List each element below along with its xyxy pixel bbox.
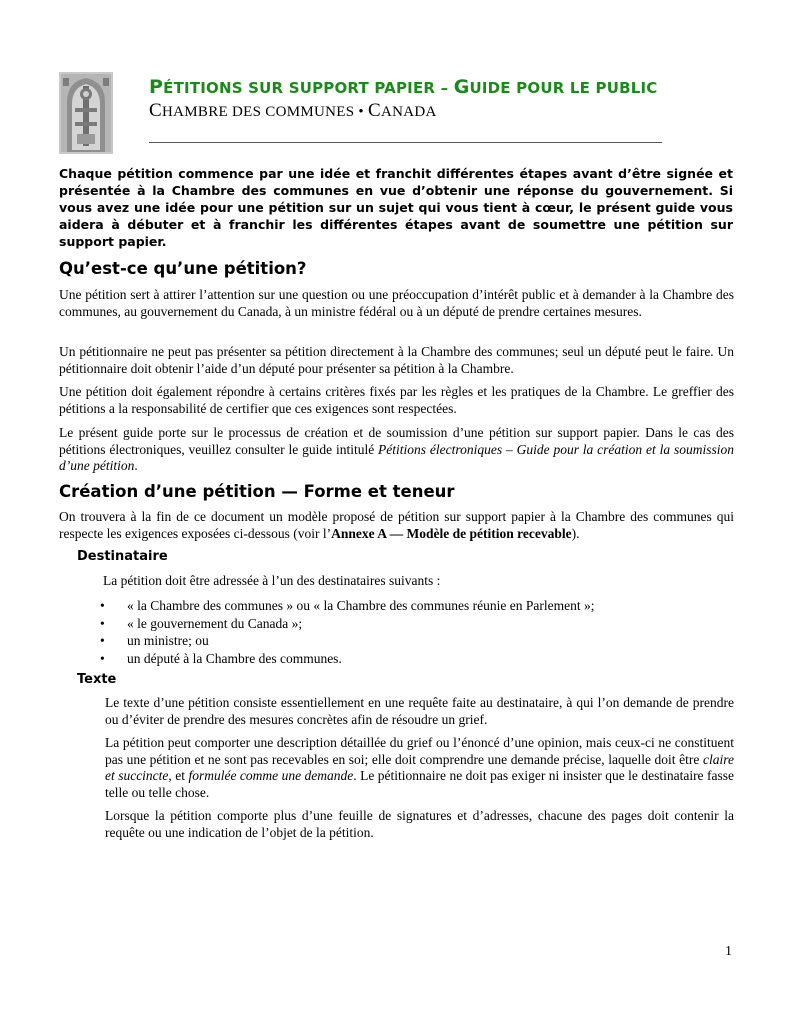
list-item-text: « le gouvernement du Canada »;	[127, 615, 303, 631]
title-part-2: UIDE POUR LE PUBLIC	[469, 79, 658, 97]
title-divider	[149, 142, 662, 143]
texte-description-part-1: La pétition peut comporter une description détaillée du grief ou l’énoncé d’une opinion, mais ceux-ci ne constituent pas une pétition et ne sont pas recevables en soi; elle doit comprendre une demande précise, laquelle doit être	[105, 735, 734, 767]
paragraph-definition: Une pétition sert à attirer l’attention sur une question ou une préoccupation d’intérêt public et à demander à la Chambre des communes, au gouvernement du Canada, à un ministre fédéral ou à un député de prendre certaines mesures.	[59, 287, 734, 319]
model-reference-end: ).	[571, 525, 580, 541]
list-item	[100, 615, 595, 633]
subtitle-part-1: HAMBRE DES COMMUNES •	[161, 104, 369, 120]
list-item	[100, 597, 595, 615]
house-of-commons-emblem-logo	[59, 72, 113, 154]
texte-emphasis-clear: claire et succincte	[105, 751, 734, 783]
paragraph-texte-definition: Le texte d’une pétition consiste essentiellement en une requête faite au destinataire, à qui l’on demande de prendre ou d’éviter de prendre des mesures concrètes afin de résoudre un grief.	[105, 695, 734, 727]
electronic-guide-title: Pétitions électroniques – Guide pour la création et la soumission d’une pétition	[59, 441, 734, 473]
texte-emphasis-request: formulée comme une demande	[188, 768, 354, 783]
subheading-texte: Texte	[77, 672, 117, 687]
guide-scope-end: .	[134, 458, 138, 473]
guide-scope-text: Le présent guide porte sur le processus de création et de soumission d’une pétition sur support papier. Dans le cas des pétitions électroniques, veuillez consulter le guide intitulé	[59, 425, 734, 457]
paragraph-criteria: Une pétition doit également répondre à certains critères fixés par les règles et les pratiques de la Chambre. Le greffier des pétitions a la responsabilité de certifier que ces exigences sont respectées.	[59, 384, 734, 416]
texte-description-part-3: . Le pétitionnaire ne doit pas exiger ni insister que le destinataire fasse telle ou telle chose.	[105, 768, 734, 800]
subtitle-initial-c: C	[149, 100, 162, 121]
paragraph-multiple-pages: Lorsque la pétition comporte plus d’une feuille de signatures et d’adresses, chacune des pages doit contenir la requête ou une indication de l’objet de la pétition.	[105, 808, 734, 840]
title-initial-g: G	[453, 76, 470, 98]
section-heading-what-is-petition: Qu’est-ce qu’une pétition?	[59, 259, 307, 278]
destinataire-list	[100, 597, 595, 667]
paragraph-guide-scope	[59, 425, 734, 475]
title-initial-p: P	[149, 76, 164, 98]
bullet-icon: •	[100, 633, 105, 648]
page-number: 1	[725, 944, 732, 959]
paragraph-texte-description	[105, 735, 734, 801]
annex-a-reference: Annexe A — Modèle de pétition recevable	[331, 525, 572, 541]
bullet-icon: •	[100, 650, 105, 666]
list-item	[100, 632, 595, 650]
list-item-text: un ministre; ou	[127, 633, 209, 648]
bullet-icon: •	[100, 598, 105, 613]
list-item-text: un député à la Chambre des communes.	[127, 650, 342, 666]
paragraph-model-reference	[59, 509, 734, 542]
intro-paragraph: Chaque pétition commence par une idée et franchit différentes étapes avant d’être signée et présentée à la Chambre des communes en vue d’obtenir une réponse du gouvernement. Si vous avez une idée pour une pétition sur un sujet qui vous tient à cœur, le présent guide vous aidera à débuter et à franchir les différentes étapes avant de soumettre une pétition sur support papier.	[59, 166, 733, 249]
model-reference-text: On trouvera à la fin de ce document un modèle proposé de pétition sur support papier à la Chambre des communes qui respecte les exigences exposées ci-dessous (voir l’	[59, 509, 734, 541]
list-item	[100, 650, 595, 668]
document-title	[149, 76, 749, 98]
list-item-text: « la Chambre des communes » ou « la Chambre des communes réunie en Parlement »;	[127, 598, 595, 613]
subheading-destinataire: Destinataire	[77, 549, 168, 564]
destinataire-lead: La pétition doit être adressée à l’un des destinataires suivants :	[103, 573, 441, 588]
paragraph-presentation: Un pétitionnaire ne peut pas présenter sa pétition directement à la Chambre des communes; seul un député peut le faire. Un pétitionnaire doit obtenir l’aide d’un député pour présenter sa pétition à la Chambre.	[59, 344, 734, 376]
subtitle-initial-c2: C	[368, 100, 382, 121]
document-subtitle	[149, 100, 749, 122]
section-heading-creation: Création d’une pétition — Forme et teneur	[59, 482, 455, 501]
title-part-1: ÉTITIONS SUR SUPPORT PAPIER –	[163, 79, 454, 97]
texte-description-part-2: , et	[168, 768, 189, 783]
subtitle-part-2: ANADA	[381, 104, 437, 120]
bullet-icon: •	[100, 615, 105, 631]
